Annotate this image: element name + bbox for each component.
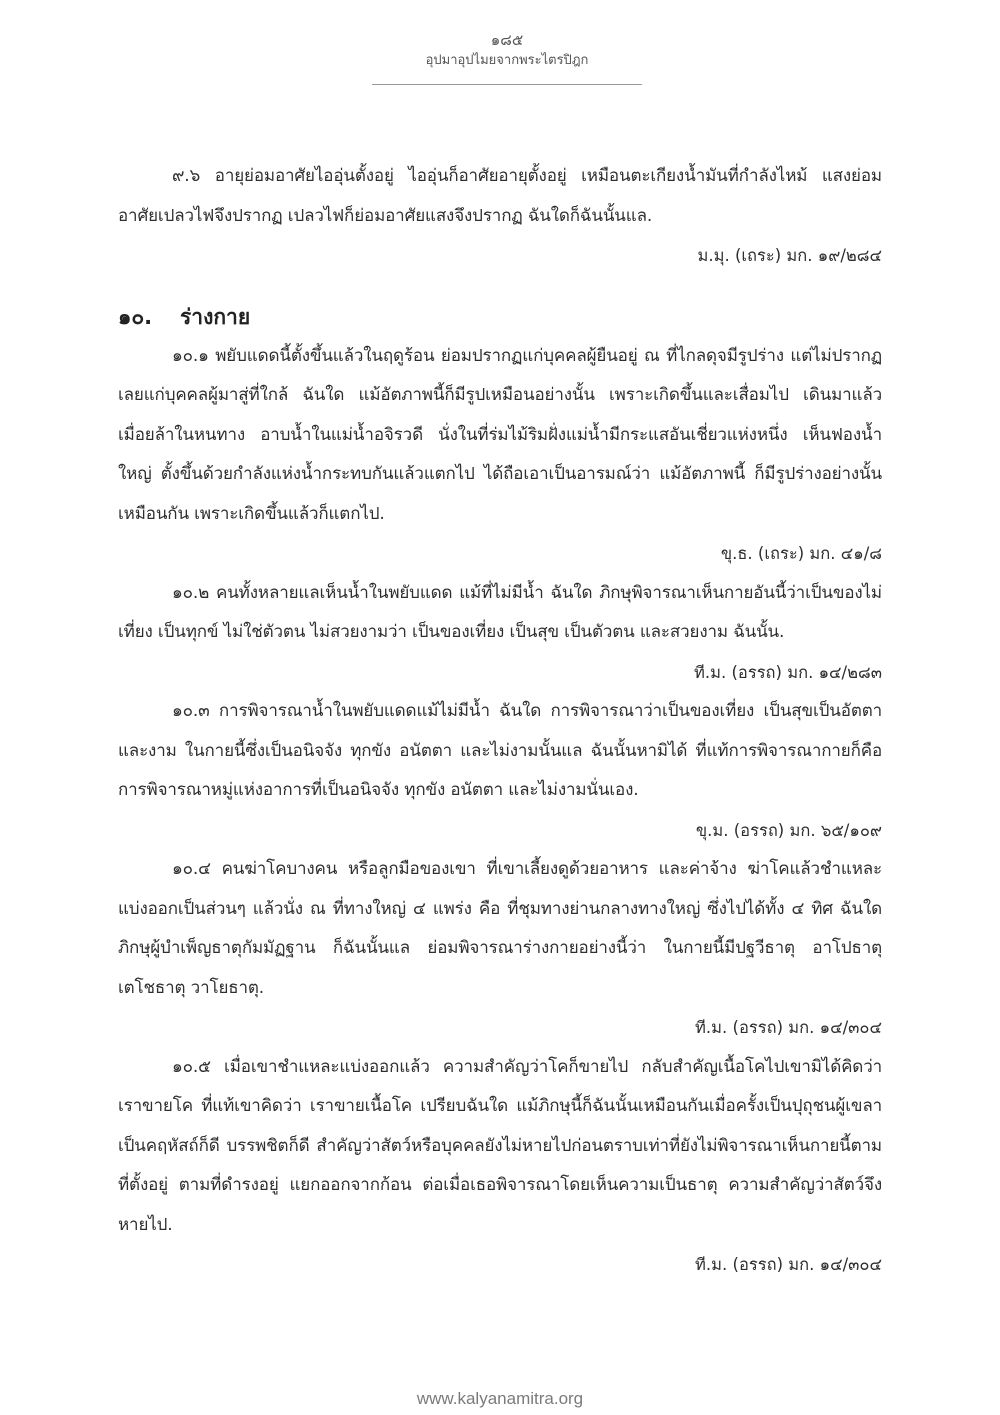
paragraph-10-2: ๑๐.๒ คนทั้งหลายแลเห็นน้ำในพยับแดด แม้ที่ไม่มีน้ำ ฉันใด ภิกษุพิจารณาเห็นกายอันนี้ว่าเป็นของไม่เที่ยง เป็นทุกข์ ไม่ใช่ตัวตน ไม่สวยงามว่า เป็นของเที่ยง เป็นสุข เป็นตัวตน และสวยงาม ฉันนั้น. <box>118 582 882 642</box>
header-rule <box>372 84 642 85</box>
paragraph-10-4: ๑๐.๔ คนฆ่าโคบางคน หรือลูกมือของเขา ที่เขาเลี้ยงดูด้วยอาหาร และค่าจ้าง ฆ่าโคแล้วชำแหละแบ่งออกเป็นส่วนๆ แล้วนั่ง ณ ที่ทางใหญ่ ๔ แพร่ง คือ ที่ชุมทางย่านกลางทางใหญ่ ซึ่งไปได้ทั้ง ๔ ทิศ ฉันใด ภิกษุผู้บำเพ็ญธาตุกัมมัฏฐาน ก็ฉันนั้นแล ย่อมพิจารณาร่างกายอย่างนี้ว่า ในกายนี้มีปฐวีธาตุ อาโปธาตุ เตโชธาตุ วาโยธาตุ. <box>118 859 882 998</box>
section-number: ๑๐. <box>118 304 153 329</box>
paragraph-10-1: ๑๐.๑ พยับแดดนี้ตั้งขึ้นแล้วในฤดูร้อน ย่อมปรากฏแก่บุคคลผู้ยืนอยู่ ณ ที่ไกลดุจมีรูปร่าง แต่ไม่ปรากฏเลยแก่บุคคลผู้มาสู่ที่ใกล้ ฉันใด แม้อัตภาพนี้ก็มีรูปเหมือนอย่างนั้น เพราะเกิดขึ้นและเสื่อมไป เดินมาแล้วเมื่อยล้าในหนทาง อาบน้ำในแม่น้ำอจิรวดี นั่งในที่ร่มไม้ริมฝั่งแม่น้ำมีกระแสอันเชี่ยวแห่งหนึ่ง เห็นฟองน้ำใหญ่ ตั้งขึ้นด้วยกำลังแห่งน้ำกระทบกันแล้วแตกไป ได้ถือเอาเป็นอารมณ์ว่า แม้อัตภาพนี้ ก็มีรูปร่างอย่างนั้นเหมือนกัน เพราะเกิดขึ้นแล้วก็แตกไป. <box>118 345 882 524</box>
reference-10-3: ขุ.ม. (อรรถ) มก. ๖๕/๑๐๙ <box>695 820 882 840</box>
section-heading <box>118 276 882 337</box>
reference-10-1: ขุ.ธ. (เถระ) มก. ๔๑/๘ <box>720 544 882 563</box>
reference-9-6: ม.มุ. (เถระ) มก. ๑๙/๒๘๔ <box>697 246 882 265</box>
paragraph-9-6: ๙.๖ อายุย่อมอาศัยไออุ่นตั้งอยู่ ไออุ่นก็อาศัยอายุตั้งอยู่ เหมือนตะเกียงน้ำมันที่กำลังไหม้ แสงย่อมอาศัยเปลวไฟจึงปรากฏ เปลวไฟก็ย่อมอาศัยแสงจึงปรากฏ ฉันใดก็ฉันนั้นแล. <box>118 166 882 226</box>
page-header <box>372 30 642 85</box>
section-title: ร่างกาย <box>180 304 251 329</box>
reference-10-4: ที.ม. (อรรถ) มก. ๑๔/๓๐๔ <box>695 1018 882 1037</box>
paragraph-10-5: ๑๐.๕ เมื่อเขาชำแหละแบ่งออกแล้ว ความสำคัญว่าโคก็ขายไป กลับสำคัญเนื้อโคไปเขามิได้คิดว่า เราขายโค ที่แท้เขาคิดว่า เราขายเนื้อโค เปรียบฉันใด แม้ภิกษุนี้ก็ฉันนั้นเหมือนกันเมื่อครั้งเป็นปุถุชนผู้เขลา เป็นคฤหัสถ์ก็ดี บรรพชิตก็ดี สำคัญว่าสัตว์หรือบุคคลยังไม่หายไปก่อนตราบเท่าที่ยังไม่พิจารณาเห็นกายนี้ตามที่ตั้งอยู่ ตามที่ดำรงอยู่ แยกออกจากก้อน ต่อเมื่อเธอพิจารณาโดยเห็นความเป็นธาตุ ความสำคัญว่าสัตว์จึงหายไป. <box>118 1056 882 1235</box>
reference-10-5: ที.ม. (อรรถ) มก. ๑๔/๓๐๔ <box>695 1255 882 1274</box>
paragraph-10-3: ๑๐.๓ การพิจารณาน้ำในพยับแดดแม้ไม่มีน้ำ ฉันใด การพิจารณาว่าเป็นของเที่ยง เป็นสุขเป็นอัตตา และงาม ในกายนี้ซึ่งเป็นอนิจจัง ทุกขัง อนัตตา และไม่งามนั้นแล ฉันนั้นหามิได้ ที่แท้การพิจารณากายก็คือ การพิจารณาหมู่แห่งอาการที่เป็นอนิจจัง ทุกขัง อนัตตา และไม่งามนั่นเอง. <box>118 701 882 800</box>
reference-10-2: ที.ม. (อรรถ) มก. ๑๔/๒๘๓ <box>694 662 882 682</box>
page-number: ๑๘๕ <box>490 31 524 49</box>
footer-url: www.kalyanamitra.org <box>416 1389 584 1408</box>
document-body <box>118 157 882 1285</box>
running-title: อุปมาอุปไมยจากพระไตรปิฎก <box>425 53 589 68</box>
